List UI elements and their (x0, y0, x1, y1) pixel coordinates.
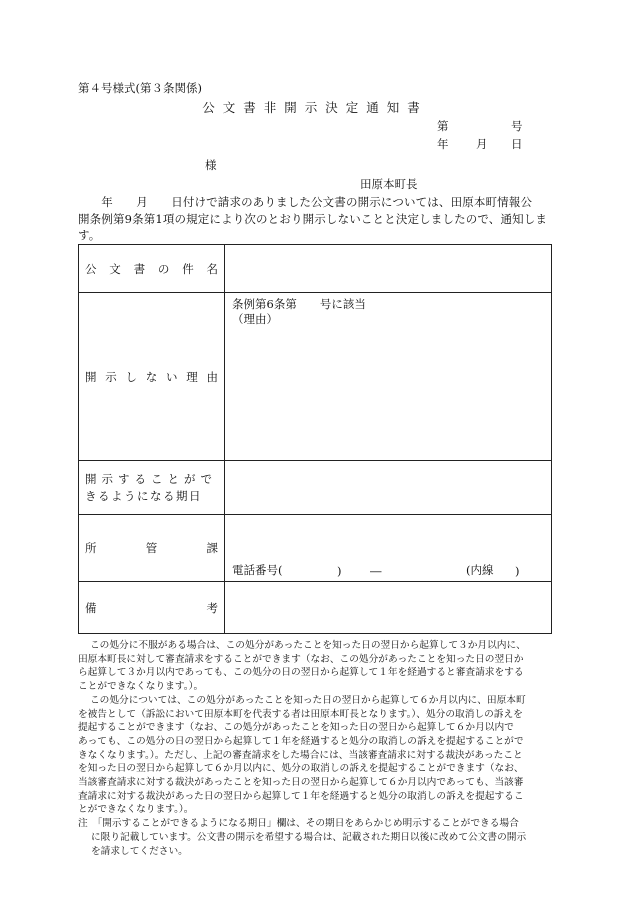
label-char: 件 (182, 261, 194, 276)
date-label-line: きるようになる期日 (85, 488, 202, 503)
row-department (79, 515, 552, 582)
form-id: 第４号様式(第３条関係) (78, 81, 202, 95)
label-char: 課 (206, 541, 218, 555)
body-line: 開条例第9条第1項の規定により次のとおり開示しないことと決定しましたので、通知しま (78, 211, 548, 226)
doc-name-label (85, 261, 218, 277)
note-line: あっても、この処分の日の翌日から起算して１年を経過すると処分の取消しの訴えを提起することがで (78, 735, 524, 747)
date-day: 日 (511, 137, 523, 151)
note-line: を知った日の翌日から起算して６か月以内に、処分の取消しの訴えを提起することができます（なお、 (78, 763, 524, 775)
label-char: 備 (85, 600, 97, 615)
note-line: この処分については、この処分があったことを知った日の翌日から起算して６か月以内に、田原本町 (90, 694, 526, 706)
label-char: 管 (145, 541, 158, 555)
reason-label (85, 369, 218, 385)
label-char: の (157, 261, 170, 276)
note-line: きなくなります。）。ただし、上記の審査請求をした場合には、当該審査請求に対する裁決があったこと (78, 749, 523, 761)
dept-label (85, 540, 218, 556)
label-char: な (145, 369, 158, 384)
label-char: 公 (85, 261, 97, 276)
department-value (225, 515, 552, 582)
row-remarks (79, 582, 552, 634)
date-label-line: 開示することがで (85, 471, 217, 486)
row-document-name (79, 245, 552, 293)
date-month: 月 (476, 137, 488, 151)
ext-label: (内線 (466, 563, 494, 577)
tel-label: 電話番号( (232, 563, 283, 577)
note-line: 注 「開示することができるようになる期日」欄は、その期日をあらかじめ明示することができる場合 (78, 818, 519, 830)
notes (78, 639, 553, 858)
remarks-label-cell (79, 582, 225, 634)
row-reason (79, 293, 552, 461)
note-line: 査請求に対する裁決があった日の翌日から起算して１年を経過すると処分の取消しの訴えを提起するこ (78, 790, 524, 802)
doc-name-value (225, 245, 552, 293)
note-line: とができなくなります。）。 (78, 804, 194, 816)
note-line: を請求してください。 (91, 845, 188, 857)
label-char: 文 (109, 261, 121, 276)
label-char: 示 (105, 369, 117, 384)
body-line: 年 月 日付けで請求のありました公文書の開示については、田原本町情報公 (78, 195, 533, 209)
note-line: ら起算して３か月以内であっても、この処分の日の翌日から起算して１年を経過すると審査請求をする (78, 667, 524, 679)
note-line: を被告として（訴訟において田原本町を代表する者は田原本町長となります。）、処分の取消しの訴えを (78, 708, 523, 720)
reason-value (225, 293, 552, 461)
sender: 田原本町長 (360, 177, 418, 191)
document-number-suffix: 号 (511, 119, 523, 133)
tel-close: ) (337, 564, 342, 578)
remarks-label (85, 600, 218, 616)
note-line: ことができなくなります。）。 (78, 681, 204, 693)
note-line: に限り記載しています。公文書の開示を希望する場合は、記載された期日以後に改めて公文書の開示 (91, 831, 527, 843)
label-char: い (166, 369, 178, 384)
reason-sub: （理由） (232, 312, 278, 326)
dept-label-cell (79, 515, 225, 582)
available-date-value (225, 461, 552, 515)
ext-close: ) (515, 564, 520, 578)
label-char: 考 (206, 600, 218, 615)
label-char: し (125, 369, 137, 384)
addressee-honorific: 様 (205, 158, 217, 172)
label-char: 名 (206, 261, 218, 276)
label-char: 所 (85, 541, 97, 555)
body-line: す。 (78, 228, 101, 242)
date-year: 年 (437, 137, 449, 151)
label-char: 書 (133, 261, 146, 276)
notice-table (78, 244, 552, 634)
reason-article: 条例第6条第 号に該当 (232, 297, 366, 311)
document-title: 公文書非開示決定通知書 (202, 100, 428, 115)
label-char: 開 (85, 369, 97, 384)
note-line: この処分に不服がある場合は、この処分があったことを知った日の翌日から起算して３か月以内に、 (90, 640, 526, 651)
doc-name-label-cell (79, 245, 225, 293)
remarks-value (225, 582, 552, 634)
note-line: 提起することができます（なお、この処分があったことを知った日の翌日から起算して６か月以内で (78, 722, 514, 734)
body-text (78, 194, 556, 244)
date-label-cell (79, 461, 225, 515)
document-number-prefix: 第 (437, 119, 449, 133)
reason-label-cell (79, 293, 225, 461)
row-available-date (79, 461, 552, 515)
tel-dash: ― (370, 564, 382, 578)
note-line: 当該審査請求に対する裁決があったことを知った日の翌日から起算して６か月以内であっても、当該審 (78, 777, 524, 789)
note-line: 田原本町長に対して審査請求をすることができます（なお、この処分があったことを知った日の翌日か (78, 653, 524, 665)
label-char: 由 (206, 369, 218, 384)
label-char: 理 (186, 369, 198, 384)
